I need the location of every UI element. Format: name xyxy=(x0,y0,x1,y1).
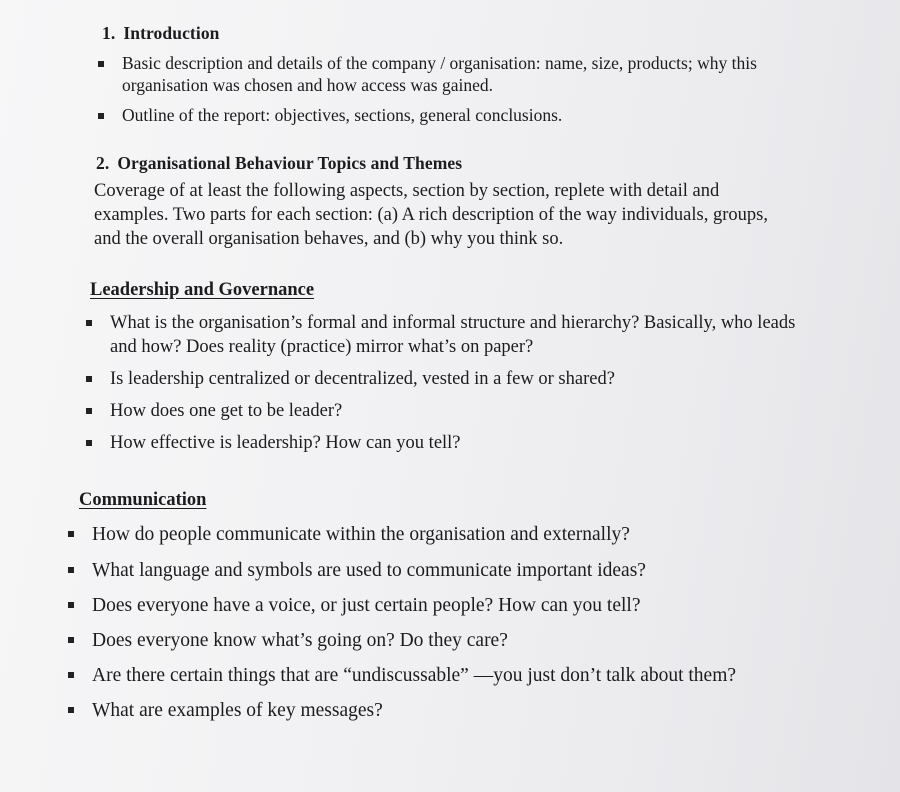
communication-bullet-1: What language and symbols are used to communicate important ideas? xyxy=(68,558,868,583)
section-1-bullet-1: Outline of the report: objectives, sections, general conclusions. xyxy=(98,104,818,126)
section-1-title: Introduction xyxy=(123,23,220,43)
communication-bullet-3: Does everyone know what’s going on? Do they care? xyxy=(68,628,868,653)
section-2-heading xyxy=(96,153,462,174)
communication-bullet-5: What are examples of key messages? xyxy=(68,698,868,723)
section-1-heading xyxy=(102,23,220,44)
section-1-bullet-0: Basic description and details of the company / organisation: name, size, products; why this organisation was chosen and how access was gained. xyxy=(98,52,818,96)
section-2-number: 2. xyxy=(96,153,110,173)
communication-bullet-4: Are there certain things that are “undiscussable” —you just don’t talk about them? xyxy=(68,663,868,688)
leadership-bullet-0: What is the organisation’s formal and informal structure and hierarchy? Basically, who leads and how? Does reality (practice) mirror what’s on paper? xyxy=(86,311,826,359)
communication-subheading: Communication xyxy=(79,490,207,510)
section-2-paragraph: Coverage of at least the following aspects, section by section, replete with detail and examples. Two parts for each section: (a) A rich description of the way individuals, groups, and the overall organisation behaves, and (b) why you think so. xyxy=(94,181,768,249)
communication-bullet-0: How do people communicate within the organisation and externally? xyxy=(68,522,868,547)
leadership-bullet-1: Is leadership centralized or decentralized, vested in a few or shared? xyxy=(86,367,826,391)
leadership-subheading: Leadership and Governance xyxy=(90,280,315,300)
section-1-bullet-list xyxy=(98,52,818,126)
communication-bullet-list xyxy=(68,522,868,723)
communication-bullet-2: Does everyone have a voice, or just certain people? How can you tell? xyxy=(68,593,868,618)
section-1-number: 1. xyxy=(102,23,116,43)
section-2-title: Organisational Behaviour Topics and Themes xyxy=(117,153,463,173)
leadership-bullet-list xyxy=(86,311,826,455)
leadership-bullet-3: How effective is leadership? How can you tell? xyxy=(86,431,826,455)
leadership-bullet-2: How does one get to be leader? xyxy=(86,399,826,423)
